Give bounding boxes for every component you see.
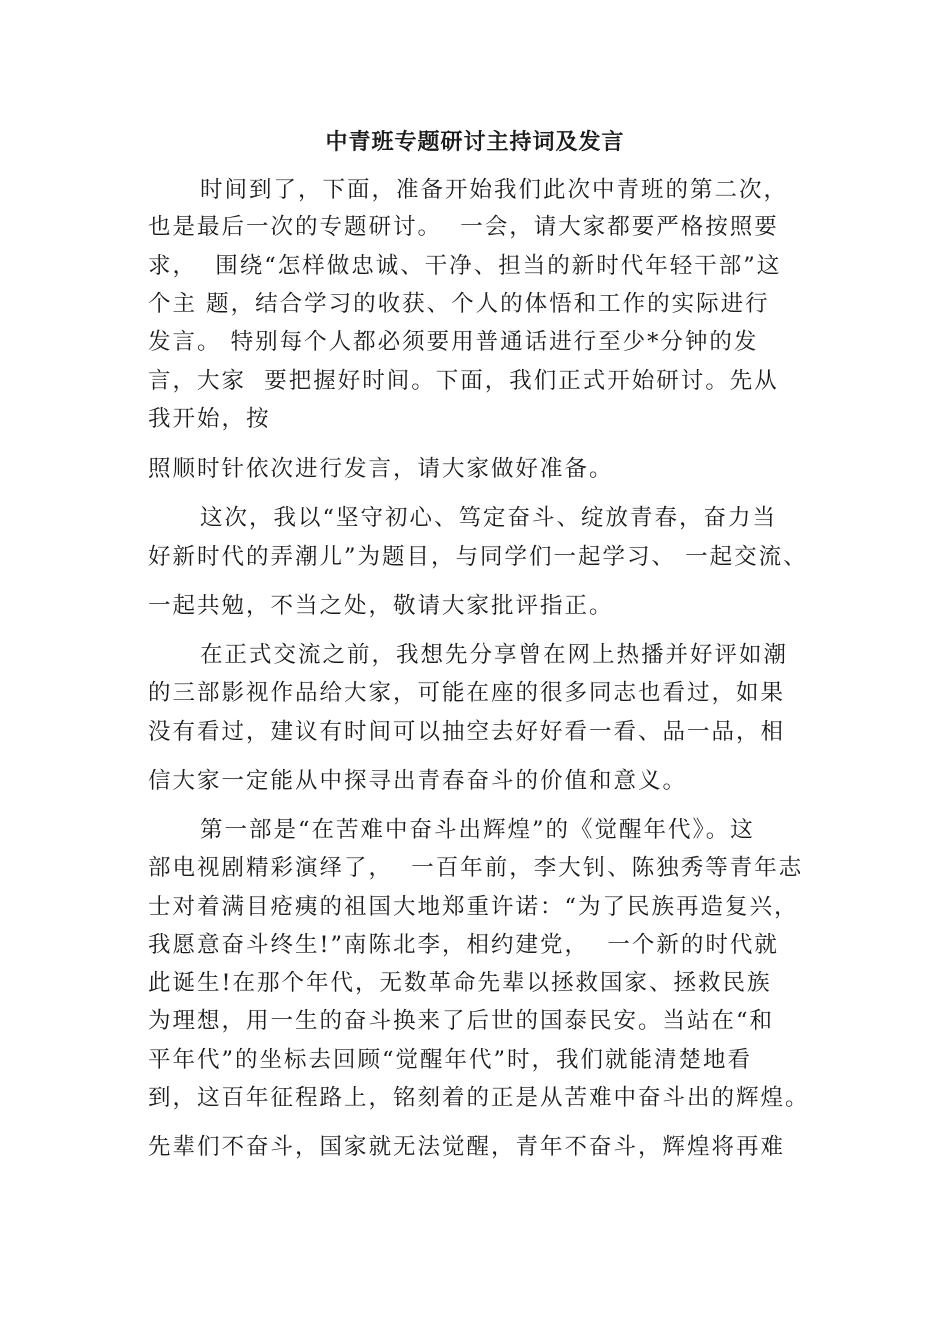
document-title: 中青班专题研讨主持词及发言	[325, 129, 625, 155]
text-line: 个主 题，结合学习的收获、个人的体悟和工作的实际进行	[148, 291, 770, 317]
text-line: 一起共勉，不当之处，敬请大家批评指正。	[148, 593, 614, 619]
text-line: 的三部影视作品给大家，可能在座的很多同志也看过，如果	[148, 680, 786, 706]
text-line: 我愿意奋斗终生!”南陈北李，相约建党， 一个新的时代就	[148, 932, 779, 958]
text-line: 求， 围绕“怎样做忠诚、干净、担当的新时代年轻干部”这	[148, 253, 782, 279]
text-line: 照顺时针依次进行发言，请大家做好准备。	[148, 456, 614, 482]
text-line: 在正式交流之前，我想先分享曾在网上热播并好评如潮	[200, 642, 789, 668]
text-line: 这次，我以“坚守初心、笃定奋斗、绽放青春，奋力当	[200, 505, 778, 531]
text-line: 没有看过，建议有时间可以抽空去好好看一看、品一品，相	[148, 719, 786, 745]
text-line: 先辈们不奋斗，国家就无法觉醒，青年不奋斗，辉煌将再难	[148, 1134, 786, 1160]
text-line: 信大家一定能从中探寻出青春奋斗的价值和意义。	[148, 768, 688, 794]
text-line: 平年代”的坐标去回顾“觉醒年代”时，我们就能清楚地看	[148, 1047, 753, 1073]
text-line: 第一部是“在苦难中奋斗出辉煌”的《觉醒年代》。这	[200, 817, 755, 843]
text-line: 我开始，按	[148, 406, 271, 432]
text-line: 此诞生!在那个年代，无数革命先辈以拯救国家、拯救民族	[148, 970, 772, 996]
text-line: 好新时代的弄潮儿”为题目，与同学们一起学习、 一起交流、	[148, 544, 808, 570]
text-line: 发言。 特别每个人都必须要用普通话进行至少*分钟的发	[148, 329, 759, 355]
text-line: 时间到了，下面，准备开始我们此次中青班的第二次，	[200, 177, 789, 203]
text-line: 言，大家 要把握好时间。下面，我们正式开始研讨。先从	[148, 368, 779, 394]
text-line: 为理想，用一生的奋斗换来了后世的国泰民安。当站在“和	[148, 1008, 775, 1034]
text-line: 到，这百年征程路上，铭刻着的正是从苦难中奋斗出的辉煌。	[148, 1085, 810, 1111]
text-line: 士对着满目疮痍的祖国大地郑重许诺：“为了民族再造复兴，	[148, 894, 799, 920]
text-line: 也是最后一次的专题研讨。 一会，请大家都要严格按照要	[148, 214, 779, 240]
text-line: 部电视剧精彩演绎了， 一百年前，李大钊、陈独秀等青年志	[148, 855, 804, 881]
